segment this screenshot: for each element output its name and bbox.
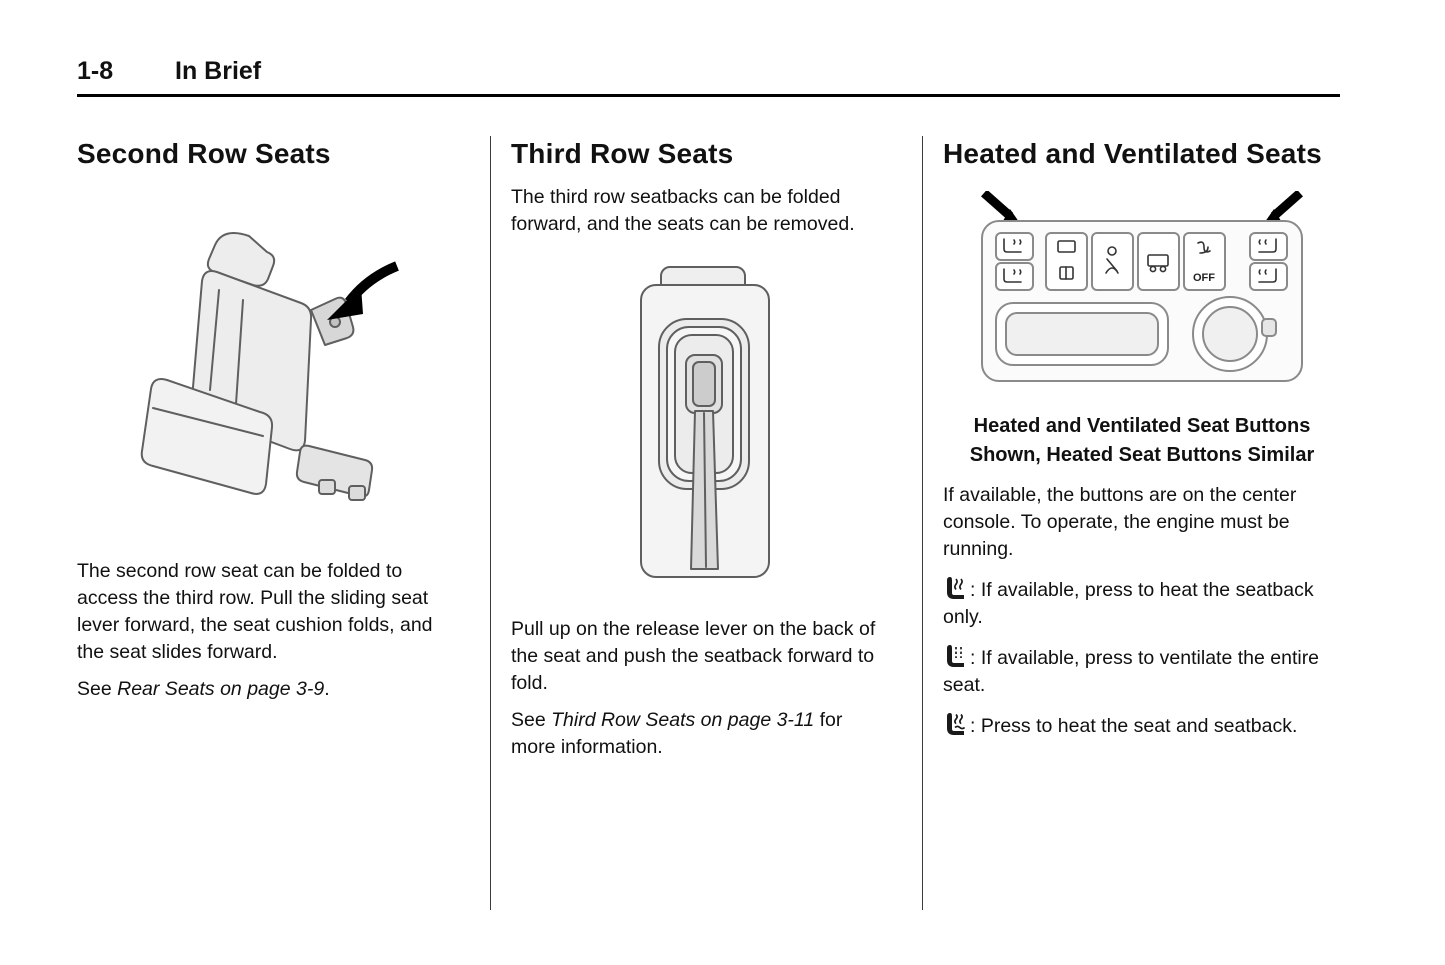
second-row-seats-heading: Second Row Seats <box>77 138 331 169</box>
header-rule <box>77 94 1340 97</box>
off-button-label: OFF <box>1193 272 1215 284</box>
heated-seatback-icon <box>943 576 967 600</box>
ventilated-seat-button-right <box>1250 233 1287 260</box>
heated-seat-button-right <box>1250 263 1287 290</box>
column-divider-2 <box>922 136 923 910</box>
second-row-seat-folding-illustration <box>77 172 465 548</box>
ventilated-seat-button-left <box>996 233 1033 260</box>
third-row-seats-body: Pull up on the release lever on the back of the seat and push the seatback forward to fold. <box>511 618 876 694</box>
illustration-caption: Heated and Ventilated Seat Buttons Shown, Heated Seat Buttons Similar <box>969 415 1315 466</box>
heated-seat-button-left <box>996 263 1033 290</box>
center-console-seat-buttons-illustration <box>943 188 1341 402</box>
heated-seat-icon <box>943 712 967 736</box>
heated-seat-text: : Press to heat the seat and seatback. <box>970 715 1298 737</box>
cross-reference: Rear Seats on page 3-9 <box>117 678 325 700</box>
column-divider-1 <box>490 136 491 910</box>
section-third-row-seats <box>511 136 889 761</box>
page-number: 1-8 <box>77 57 114 85</box>
heated-ventilated-intro: If available, the buttons are on the center console. To operate, the engine must be running. <box>943 484 1297 560</box>
second-row-seat-drawing <box>113 210 429 510</box>
section-title: In Brief <box>175 57 262 85</box>
second-row-seats-body: The second row seat can be folded to access the third row. Pull the sliding seat lever forward, the seat cushion folds, and the seat slides forward. <box>77 560 433 663</box>
see-suffix: . <box>324 678 330 700</box>
console-panel-drawing <box>966 191 1318 399</box>
heated-seat-item <box>943 712 1341 740</box>
see-prefix: See <box>77 678 118 700</box>
ventilated-seat-item <box>943 644 1341 699</box>
third-row-seats-heading: Third Row Seats <box>511 138 734 169</box>
second-row-seats-reference <box>77 676 465 703</box>
section-second-row-seats <box>77 136 465 703</box>
see-prefix: See <box>511 709 552 731</box>
hvac-button-2 <box>1092 233 1133 290</box>
release-lever-drawing <box>615 263 785 581</box>
see-suffix: for more information. <box>511 709 843 758</box>
section-heated-ventilated-seats <box>943 136 1341 740</box>
heated-seatback-text: : If available, press to heat the seatback only. <box>943 579 1314 628</box>
third-row-seats-intro: The third row seatbacks can be folded forward, and the seats can be removed. <box>511 186 855 235</box>
heated-ventilated-seats-heading: Heated and Ventilated Seats <box>943 138 1322 169</box>
third-row-release-lever-illustration <box>511 238 889 606</box>
cross-reference: Third Row Seats on page 3-11 <box>551 709 815 731</box>
third-row-seats-reference <box>511 707 889 761</box>
ventilated-seat-text: : If available, press to ventilate the entire seat. <box>943 647 1320 696</box>
pointer-arrow-icon <box>327 266 397 320</box>
hvac-button-3 <box>1138 233 1179 290</box>
heated-seatback-item <box>943 576 1341 631</box>
ventilated-seat-icon <box>943 644 967 668</box>
